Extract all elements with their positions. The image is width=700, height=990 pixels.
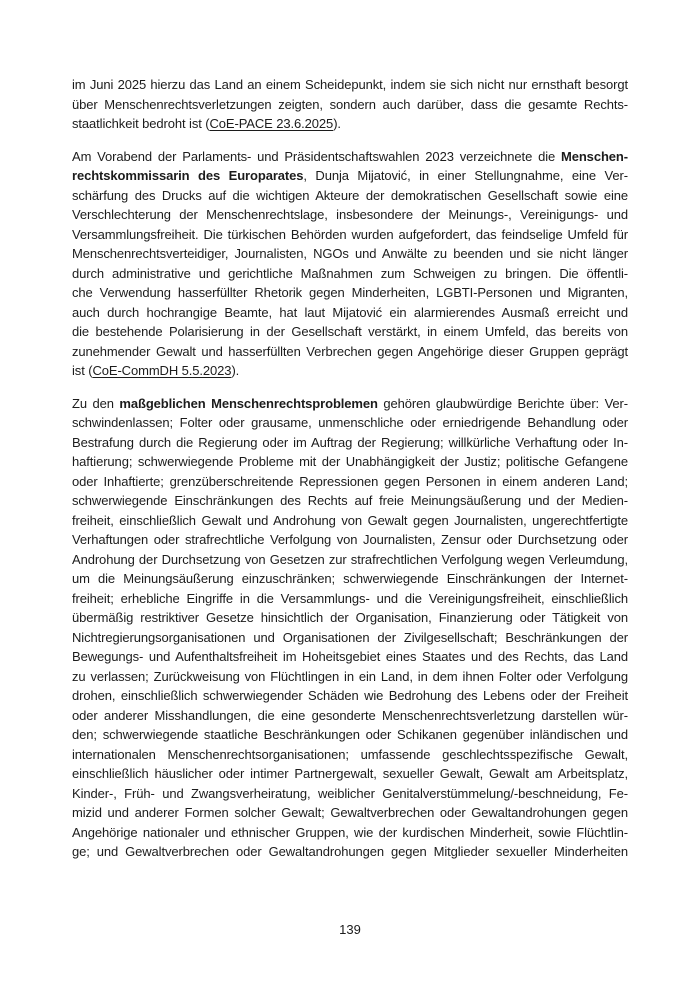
text-line <box>72 764 628 784</box>
text-line <box>72 530 628 550</box>
body-text: oder Inhaftierte; grenzüberschreitende Repressionen gegen Personen in einem anderen Land; <box>72 473 628 489</box>
text-line <box>72 472 628 492</box>
body-text: haftierung; schwerwiegende Probleme mit der Unabhängigkeit der Justiz; politische Gefangene <box>72 454 628 469</box>
page-number: 139 <box>339 922 361 937</box>
text-line <box>72 166 628 186</box>
text-line <box>72 394 628 414</box>
bold-text: Menschen- <box>560 148 628 164</box>
body-text: über Menschenrechtsverletzungen zeigten, sondern auch darüber, dass die gesamte Rechts- <box>72 96 628 112</box>
paragraph <box>72 75 628 134</box>
text-line <box>72 647 628 667</box>
body-text: ge; und Gewaltverbrechen oder Gewaltandrohungen gegen Mitglieder sexueller Minderheiten <box>72 844 628 859</box>
body-text: einschließlich häuslicher oder intimer Partnergewalt, sexueller Gewalt, Gewalt am Arbeitsplatz, <box>72 766 628 781</box>
body-text: Bestrafung durch die Regierung oder im Auftrag der Regierung; willkürliche Verhaftung oder In- <box>72 434 628 450</box>
text-line <box>72 75 628 95</box>
body-text: im Juni 2025 hierzu das Land an einem Scheidepunkt, indem sie sich nicht nur ernsthaft besorgt <box>72 77 628 92</box>
body-text: Bewegungs- und Aufenthaltsfreiheit im Hoheitsgebiet eines Staates und des Rechts, das Land <box>72 649 628 664</box>
text-line <box>72 823 628 843</box>
text-line <box>72 303 628 323</box>
text-line <box>72 628 628 648</box>
text-line <box>72 608 628 628</box>
text-line <box>72 803 628 823</box>
text-line <box>72 205 628 225</box>
text-line <box>72 511 628 531</box>
body-text: drohen, einschließlich schwerwiegender Schäden wie Bedrohung des Lebens oder der Freiheit <box>72 688 628 703</box>
text-line <box>72 745 628 765</box>
body-text: staatlichkeit bedroht ist ( <box>72 116 210 131</box>
body-text: freiheit, einschließlich Gewalt und Androhung von Gewalt gegen Journalisten, ungerechtfertigte <box>72 512 628 528</box>
bold-text: rechtskommissarin des Europarates <box>72 168 304 183</box>
body-text: freiheit; erhebliche Eingriffe in die Versammlungs- und die Vereinigungsfreiheit, einschließlich <box>72 590 628 606</box>
text-line <box>72 322 628 342</box>
body-text: ist ( <box>72 363 93 378</box>
body-text: ). <box>333 116 341 131</box>
text-line <box>72 686 628 706</box>
body-text: Angehörige nationaler und ethnischer Gruppen, wie der kurdischen Minderheit, sowie Flüchtlin- <box>72 824 628 840</box>
body-text: gehören glaubwürdige Berichte über: Ver- <box>377 395 629 411</box>
body-text: , Dunja Mijatović, in einer Stellungnahme, eine Ver- <box>303 168 628 183</box>
body-text: che Verwendung hasserfüllter Rhetorik gegen Minderheiten, LGBTI-Personen und Migranten, <box>72 285 628 300</box>
body-text: zunehmender Gewalt und hasserfüllten Verbrechen gegen Angehörige dieser Gruppen geprägt <box>72 343 628 359</box>
citation-link[interactable]: CoE-PACE 23.6.2025 <box>209 116 334 131</box>
text-line <box>72 225 628 245</box>
body-text: Verschlechterung der Menschenrechtslage, insbesondere der Meinungs-, Vereinigungs- und <box>72 207 628 222</box>
body-text: Menschenrechtsverteidiger, Journalisten, NGOs und Anwälte zu beenden und sie nicht länger <box>72 246 628 261</box>
body-text: Androhung der Durchsetzung von Gesetzen zur strafrechtlichen Verfolgung wegen Verleumdung, <box>72 551 628 567</box>
paragraph <box>72 394 628 862</box>
text-line <box>72 784 628 804</box>
body-text: mizid und anderer Formen solcher Gewalt; Gewaltverbrechen oder Gewaltandrohungen gegen <box>72 805 628 820</box>
body-text: die bestehende Polarisierung in der Gesellschaft verstärkt, in einem Umfeld, das bereits von <box>72 324 628 339</box>
bold-text: maßgeblichen Menschenrechtsproblemen <box>119 395 378 411</box>
text-line <box>72 342 628 362</box>
text-line <box>72 725 628 745</box>
body-text: oder anderer Misshandlungen, die eine gesonderte Menschenrechtsverletzung darstellen wür- <box>72 707 628 723</box>
text-line <box>72 667 628 687</box>
text-line <box>72 244 628 264</box>
text-line <box>72 361 628 381</box>
body-text: Verhaftungen oder strafrechtliche Verfolgung von Journalisten, Zensur oder Durchsetzung oder <box>72 532 628 547</box>
text-line <box>72 264 628 284</box>
body-text: übermäßig restriktiver Gesetze hinsichtlich der Organisation, Finanzierung oder Tätigkeit von <box>72 610 628 625</box>
body-text: schwerwiegende Einschränkungen des Rechts auf freie Meinungsäußerung und der Medien- <box>72 493 628 508</box>
body-text: den; schwerwiegende staatliche Beschränkungen oder Schikanen gegenüber inländischen und <box>72 727 628 742</box>
text-line <box>72 147 628 167</box>
text-line <box>72 842 628 862</box>
body-text: Versammlungsfreiheit. Die türkischen Behörden wurden aufgefordert, das feindselige Umfeld für <box>72 226 628 242</box>
body-text: Zu den <box>72 395 120 411</box>
body-text: Am Vorabend der Parlaments- und Präsidentschaftswahlen 2023 verzeichnete die <box>72 148 561 164</box>
body-text: auch durch hochrangige Beamte, hat laut Mijatović ein alarmierendes Ausmaß erreicht und <box>72 304 628 320</box>
body-text: durch administrative und gerichtliche Maßnahmen zum Schweigen zu bringen. Die öffentli- <box>72 265 628 281</box>
text-line <box>72 589 628 609</box>
document-text <box>72 75 628 875</box>
text-line <box>72 706 628 726</box>
text-line <box>72 452 628 472</box>
text-line <box>72 550 628 570</box>
text-line <box>72 186 628 206</box>
citation-link[interactable]: CoE-CommDH 5.5.2023 <box>92 363 232 378</box>
text-line <box>72 433 628 453</box>
body-text: ). <box>231 363 240 378</box>
text-line <box>72 95 628 115</box>
body-text: schärfung des Drucks auf die wichtigen Akteure der demokratischen Gesellschaft sowie eine <box>72 187 628 203</box>
text-line <box>72 283 628 303</box>
body-text: schwindenlassen; Folter oder grausame, unmenschliche oder erniedrigende Behandlung oder <box>72 415 628 430</box>
body-text: internationalen Menschenrechtsorganisationen; umfassende geschlechtsspezifische Gewalt, <box>72 746 628 762</box>
body-text: Kinder-, Früh- und Zwangsverheiratung, weiblicher Genitalverstümmelung/-beschneidung, Fe- <box>72 785 628 801</box>
text-line <box>72 569 628 589</box>
body-text: zu verlassen; Zurückweisung von Flüchtlingen in ein Land, in dem ihnen Folter oder Verfolgung <box>72 668 628 684</box>
text-line <box>72 114 628 134</box>
text-line <box>72 413 628 433</box>
paragraph <box>72 147 628 381</box>
body-text: um die Meinungsäußerung einzuschränken; schwerwiegende Einschränkungen der Internet- <box>72 571 628 586</box>
text-line <box>72 491 628 511</box>
body-text: Nichtregierungsorganisationen und Organisationen der Zivilgesellschaft; Beschränkungen der <box>72 629 628 645</box>
